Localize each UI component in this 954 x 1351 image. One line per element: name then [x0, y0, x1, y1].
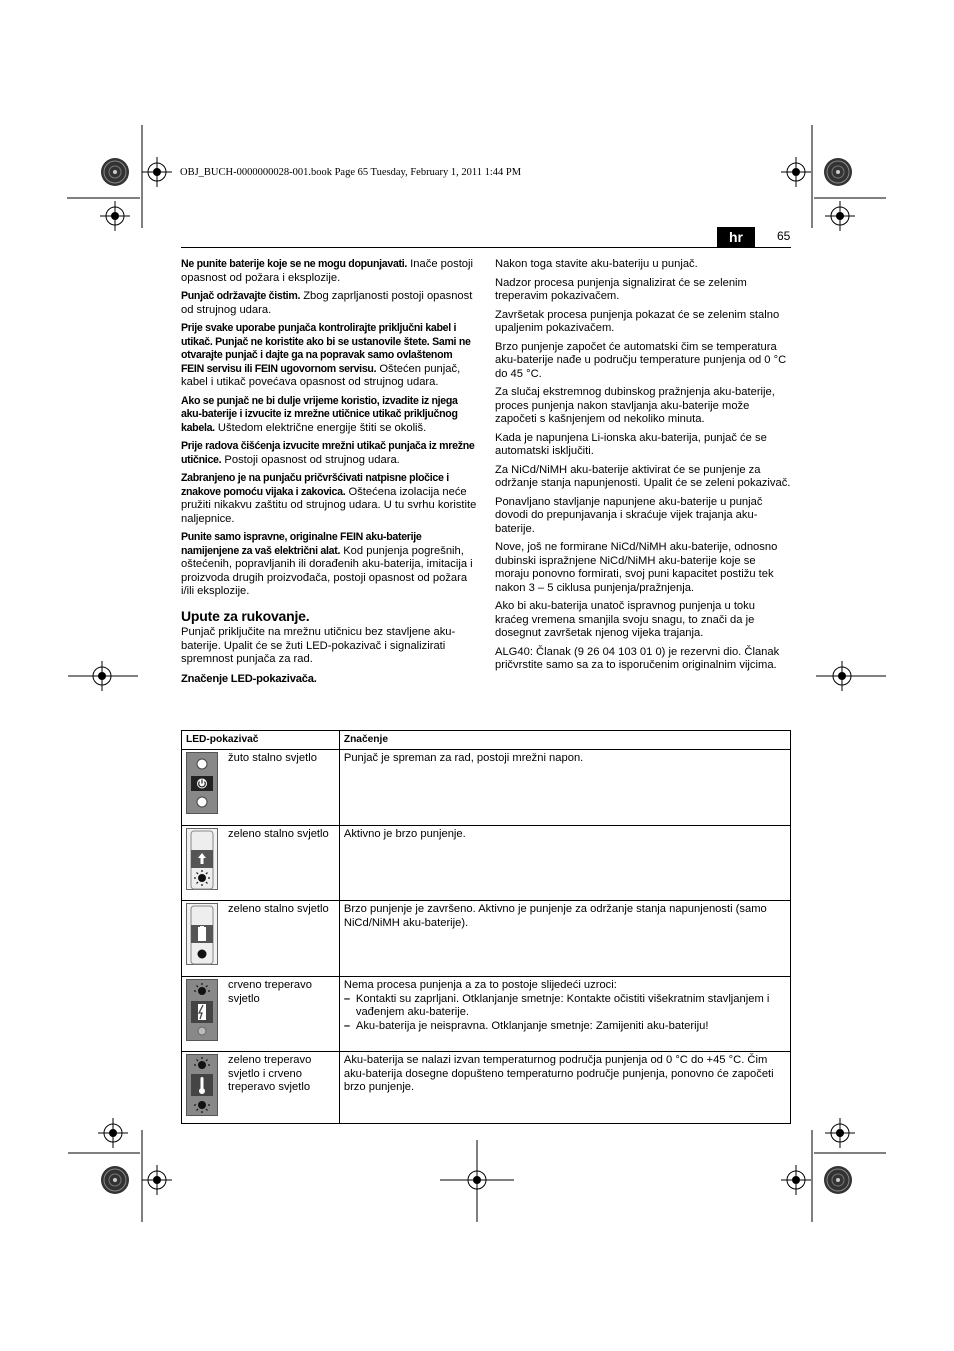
- section-heading: Upute za rukovanje.: [181, 607, 310, 624]
- led-state-label: crveno treperavo svjetlo: [228, 979, 312, 1005]
- table-row: [182, 826, 791, 901]
- power-icon: [186, 752, 218, 814]
- paragraph: Ako se punjač ne bi dulje vrijeme koristio, izvadite iz njega aku-baterije i izvucite iz mrežne utičnice utikač priključnog kabela. Uštedom električne energije štiti se okoliš.: [181, 394, 458, 434]
- table-header-row: [182, 731, 791, 750]
- led-meaning-table: [181, 730, 791, 1124]
- thermometer-icon: [186, 1054, 218, 1116]
- paragraph: Ne punite baterije koje se ne mogu dopunjavati. Inače postoji opasnost od požara i eksplozije.: [181, 258, 474, 284]
- paragraph: Punite samo ispravne, originalne FEIN aku-baterije namijenjene za vaš električni alat. Kod punjenja pogrešnih, oštećenih, popravljanih ili dorađenih aku-baterija, imitacija i proizvoda drugih proizvođača, postoji opasnost od požara i/ili eksplozije.: [181, 531, 473, 597]
- paragraph: Prije svake uporabe punjača kontrolirajte priključni kabel i utikač. Punjač ne koristite ako bi se ustanovile štete. Sami ne otvarajte punjač i dajte ga na popravak samo ovlaštenom FEIN servisu ili FEIN ugovornom servisu. Oštećen punjač, kabel i utikač povećava opasnost od strujnog udara.: [181, 322, 471, 388]
- paragraph: Punjač priključite na mrežnu utičnicu bez stavljene aku-baterije. Upalit će se žuti LED-pokazivač i signalizirati spremnost punjača za rad.: [181, 626, 456, 665]
- paragraph: Nove, još ne formirane NiCd/NiMH aku-baterije, odnosno dubinski ispražnjene NiCd/NiMH aku-baterije koje se moraju ponovno formirati, svoj puni kapacitet postižu tek nakon 3 – 5 ciklusa punjenja/pražnjenja.: [495, 541, 778, 594]
- paragraph: Prije radova čišćenja izvucite mrežni utikač punjača iz mrežne utičnice. Postoji opasnost od strujnog udara.: [181, 440, 475, 466]
- table-row: [182, 901, 791, 977]
- page-number: 65: [777, 229, 791, 243]
- paragraph: Ako bi aku-baterija unatoč ispravnog punjenja u toku kraćeg vremena smanjila svoju snagu, to znači da je dosegnut završetak njenog vijeka trajanja.: [495, 600, 755, 639]
- meaning-cell: Nema procesa punjenja a za to postoje slijedeći uzroci: – Kontakti su zaprljani. Otklanjanje smetnje: Kontakte očistiti višekratnim stavljanjem i vađenjem aku-baterije. – Aku-baterija je neispravna. Otklanjanje smetnje: Zamijeniti aku-bateriju!: [339, 977, 790, 1052]
- paragraph: Nadzor procesa punjenja signalizirat će se zelenim treperavim pokazivačem.: [495, 276, 747, 302]
- list-item: – Aku-baterija je neispravna. Otklanjanje smetnje: Zamijeniti aku-bateriju!: [344, 1020, 786, 1034]
- book-info-line: OBJ_BUCH-0000000028-001.book Page 65 Tuesday, February 1, 2011 1:44 PM: [180, 167, 522, 178]
- meaning-cell: Aktivno je brzo punjenje.: [339, 826, 790, 901]
- led-state-label: zeleno stalno svjetlo: [228, 903, 329, 915]
- led-state-label: zeleno treperavo svjetlo i crveno treperavo svjetlo: [228, 1054, 312, 1093]
- paragraph: Kada je napunjena Li-ionska aku-baterija, punjač će se automatski isključiti.: [495, 431, 767, 457]
- paragraph: ALG40: Članak (9 26 04 103 01 0) je rezervni dio. Članak pričvrstite samo sa za to isporučenim originalnim vijcima.: [495, 645, 780, 671]
- led-state-label: žuto stalno svjetlo: [228, 752, 317, 764]
- column-header-meaning: Značenje: [339, 731, 790, 750]
- paragraph: Punjač održavajte čistim. Zbog zaprljanosti postoji opasnost od strujnog udara.: [181, 290, 473, 316]
- paragraph: Zabranjeno je na punjaču pričvršćivati natpisne pločice i znakove pomoću vijaka i zakovica. Oštećena izolacija neće pružiti nikakvu zaštitu od strujnog udara. U tu svrhu koristite naljepnice.: [181, 472, 477, 525]
- paragraph: Ponavljano stavljanje napunjene aku-baterije u punjač dovodi do prepunjavanja i skraćuje vijek trajanja aku-baterije.: [495, 495, 763, 535]
- causes-list: [344, 993, 786, 1034]
- subheading: Značenje LED-pokazivača.: [181, 672, 317, 685]
- led-state-label: zeleno stalno svjetlo: [228, 828, 329, 840]
- battery-full-icon: [186, 903, 218, 965]
- header-rule: [181, 247, 791, 248]
- meaning-cell: Brzo punjenje je završeno. Aktivno je punjenje za održanje stanja napunjenosti (samo NiCd/NiMH aku-baterije).: [339, 901, 790, 977]
- table-row: [182, 1052, 791, 1124]
- table-row: [182, 977, 791, 1052]
- right-column: [495, 258, 791, 678]
- list-item: – Kontakti su zaprljani. Otklanjanje smetnje: Kontakte očistiti višekratnim stavljanjem i vađenjem aku-baterije.: [344, 993, 786, 1020]
- meaning-cell: Aku-baterija se nalazi izvan temperaturnog područja punjenja od 0 °C do +45 °C. Čim aku-baterija dosegne dopušteno temperaturno područje punjenja, ponovno će započeti brzo punjenje.: [339, 1052, 790, 1124]
- paragraph: Brzo punjenje započet će automatski čim se temperatura aku-baterije nađe u području temperature punjenja od 0 °C do 45 °C.: [495, 340, 787, 380]
- left-column: [181, 258, 477, 686]
- charging-arrow-icon: [186, 828, 218, 890]
- paragraph: Završetak procesa punjenja pokazat će se zelenim stalno upaljenim pokazivačem.: [495, 308, 780, 334]
- table-row: [182, 750, 791, 826]
- battery-fault-icon: [186, 979, 218, 1041]
- paragraph: Za NiCd/NiMH aku-baterije aktivirat će se punjenje za održanje stanja napunjenosti. Upalit će se zeleni pokazivač.: [495, 463, 791, 489]
- language-tab: hr: [717, 227, 755, 247]
- meaning-cell: Punjač je spreman za rad, postoji mrežni napon.: [339, 750, 790, 826]
- column-header-led: LED-pokazivač: [182, 731, 340, 750]
- paragraph: Za slučaj ekstremnog dubinskog pražnjenja aku-baterije, proces punjenja nakon stavljanja aku-baterije može započeti s kašnjenjem od nekoliko minuta.: [495, 386, 775, 425]
- paragraph: Nakon toga stavite aku-bateriju u punjač.: [495, 258, 698, 270]
